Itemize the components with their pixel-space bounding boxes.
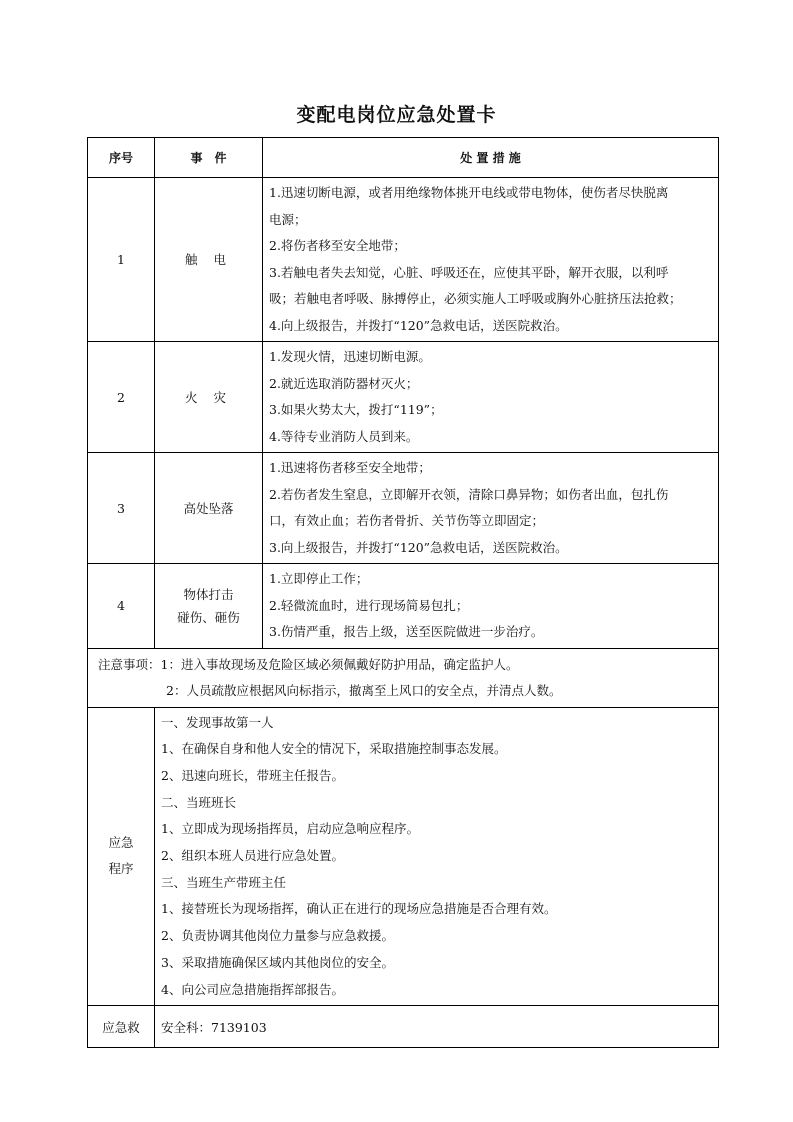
procedure-line: 二、当班班长 bbox=[161, 794, 237, 810]
notes-cell bbox=[88, 648, 719, 707]
row-number: 3 bbox=[88, 453, 155, 564]
measure-line: 1.迅速将伤者移至安全地带； bbox=[269, 460, 431, 475]
note-line bbox=[98, 678, 708, 704]
measure-line: 1.迅速切断电源，或者用绝缘物体挑开电线或带电物体，使伤者尽快脱离 bbox=[269, 185, 669, 200]
note-item: 1：进入事故现场及危险区域必须佩戴好防护用品，确定监护人。 bbox=[160, 656, 519, 672]
measure-line: 3.伤情严重，报告上级，送至医院做进一步治疗。 bbox=[269, 624, 544, 639]
measures-cell bbox=[263, 564, 719, 649]
measure-line: 吸；若触电者呼吸、脉搏停止，必须实施人工呼吸或胸外心脏挤压法抢救； bbox=[269, 291, 682, 306]
measure-line: 3.向上级报告，并拨打“120”急救电话，送医院救治。 bbox=[269, 539, 568, 555]
measure-line: 1.立即停止工作； bbox=[269, 571, 369, 586]
header-no: 序号 bbox=[88, 138, 155, 178]
measure-line: 2.轻微流血时，进行现场简易包扎； bbox=[269, 597, 469, 613]
row-number: 1 bbox=[88, 178, 155, 342]
measure-line: 3.若触电者失去知觉，心脏、呼吸还在，应使其平卧，解开衣服，以利呼 bbox=[269, 264, 669, 280]
measures-cell bbox=[263, 342, 719, 453]
row-number: 2 bbox=[88, 342, 155, 453]
event-line: 碰伤、砸伤 bbox=[177, 609, 240, 625]
event-line: 触 电 bbox=[185, 252, 232, 267]
procedure-line: 一、发现事故第一人 bbox=[161, 714, 274, 730]
procedure-label-line: 应急 bbox=[108, 834, 134, 850]
procedure-row bbox=[88, 707, 719, 1006]
notes-row bbox=[88, 648, 719, 707]
table-row bbox=[88, 178, 719, 342]
notes-label: 注意事项： bbox=[98, 656, 161, 672]
procedure-line: 2、负责协调其他岗位力量参与应急救援。 bbox=[161, 928, 394, 944]
contact-label: 应急救 bbox=[88, 1006, 155, 1048]
measures-cell bbox=[263, 453, 719, 564]
procedure-label bbox=[88, 707, 155, 1006]
event-name bbox=[155, 564, 263, 649]
procedure-line: 1、接替班长为现场指挥，确认正在进行的现场应急措施是否合理有效。 bbox=[161, 901, 557, 917]
procedure-line: 3、采取措施确保区域内其他岗位的安全。 bbox=[161, 954, 394, 970]
header-measures: 处 置 措 施 bbox=[263, 138, 719, 178]
procedure-line: 三、当班生产带班主任 bbox=[161, 874, 287, 890]
contact-row bbox=[88, 1006, 719, 1048]
measure-line: 4.等待专业消防人员到来。 bbox=[269, 428, 419, 444]
measures-cell bbox=[263, 178, 719, 342]
procedure-line: 2、迅速向班长，带班主任报告。 bbox=[161, 767, 344, 783]
procedure-line: 2、组织本班人员进行应急处置。 bbox=[161, 848, 344, 864]
procedure-line: 1、在确保自身和他人安全的情况下，采取措施控制事态发展。 bbox=[161, 741, 507, 757]
measure-line: 3.如果火势太大，拨打“119”； bbox=[269, 402, 443, 417]
header-event: 事 件 bbox=[155, 138, 263, 178]
measure-line: 1.发现火情，迅速切断电源。 bbox=[269, 349, 431, 364]
measure-line: 2.若伤者发生窒息，立即解开衣领，清除口鼻异物；如伤者出血，包扎伤 bbox=[269, 486, 669, 502]
note-line bbox=[98, 652, 708, 678]
measure-line: 2.将伤者移至安全地带； bbox=[269, 238, 406, 253]
table-row bbox=[88, 342, 719, 453]
procedure-line: 1、立即成为现场指挥员，启动应急响应程序。 bbox=[161, 821, 419, 837]
measure-line: 电源； bbox=[269, 211, 307, 227]
procedure-cell bbox=[155, 707, 719, 1006]
row-number: 4 bbox=[88, 564, 155, 649]
event-name bbox=[155, 453, 263, 564]
page-title: 变配电岗位应急处置卡 bbox=[296, 104, 497, 126]
event-name bbox=[155, 178, 263, 342]
event-name bbox=[155, 342, 263, 453]
measure-line: 2.就近选取消防器材灭火； bbox=[269, 375, 419, 391]
procedure-line: 4、向公司应急措施指挥部报告。 bbox=[161, 981, 344, 997]
measure-line: 4.向上级报告，并拨打“120”急救电话，送医院救治。 bbox=[269, 317, 568, 333]
event-line: 火 灾 bbox=[185, 389, 232, 405]
note-item: 2：人员疏散应根据风向标指示，撤离至上风口的安全点，并清点人数。 bbox=[166, 682, 562, 698]
contact-value: 安全科：7139103 bbox=[155, 1006, 719, 1048]
table-row bbox=[88, 564, 719, 649]
event-line: 物体打击 bbox=[183, 586, 234, 602]
measure-line: 口，有效止血；若伤者骨折、关节伤等立即固定； bbox=[269, 513, 545, 528]
event-line: 高处坠落 bbox=[183, 500, 234, 516]
header-row bbox=[88, 138, 719, 178]
emergency-card-table bbox=[87, 137, 719, 1048]
procedure-label-line: 程序 bbox=[108, 861, 134, 877]
table-row bbox=[88, 453, 719, 564]
